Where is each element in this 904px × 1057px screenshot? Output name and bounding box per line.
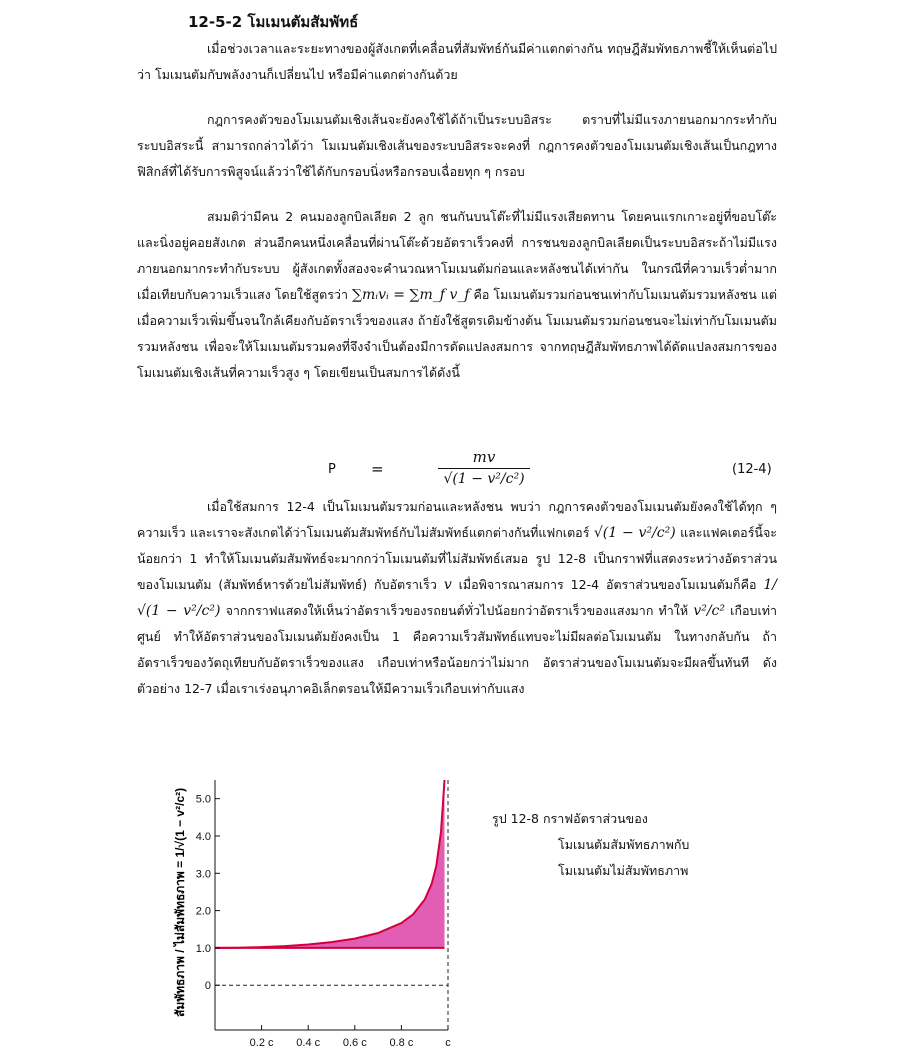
equation-denominator: √(1 − v²/c²)	[443, 471, 525, 487]
momentum-sum-formula: ∑mᵢvᵢ = ∑m_f v_f	[352, 287, 470, 303]
paragraph-analysis	[137, 494, 777, 702]
momentum-ratio-chart	[160, 772, 460, 1055]
section-title: 12-5-2 โมเมนตัมสัมพัทธ์	[188, 13, 359, 31]
x-tick-label: 0.6 c	[342, 1037, 367, 1049]
paragraph-conservation	[137, 107, 777, 185]
equation-equals: =	[371, 460, 384, 478]
v2-over-c2: v²/c²	[693, 603, 726, 619]
y-tick-label: 5.0	[195, 793, 211, 806]
figure-caption	[492, 806, 689, 884]
paragraph-intro	[137, 36, 777, 88]
equation-number: (12-4)	[732, 462, 772, 477]
paragraph-analysis-text-e: เกือบเท่าศูนย์ ทำให้อัตราส่วนของโมเมนตัมยังคงเป็น 1 คือความเร็วสัมพัทธ์แทบจะไม่มีผลต่อโมเมนตัม ในทางกลับกัน ถ้าอัตราเร็วของวัตถุเทียบกับอัตราเร็วของแสง เกือบเท่าหรือน้อยกว่าไม่มาก อัตราส่วนของโมเมนตัมจะมีผลขึ้นทันที ดังตัวอย่าง 12-7 เมื่อเราเร่งอนุภาคอิเล็กตรอนให้มีความเร็วเกือบเท่ากับแสง	[137, 603, 777, 696]
equation-fraction	[438, 448, 530, 487]
y-axis-label: สัมพัทธภาพ / ไม่สัมพัทธภาพ = 1/√(1 − v²/c²)	[173, 787, 187, 1017]
x-tick-label: 0.2 c	[249, 1037, 274, 1049]
velocity-symbol: v	[443, 577, 452, 593]
x-tick-label: 0.4 c	[296, 1037, 321, 1049]
paragraph-billiard-text-b: คือ โมเมนตัมรวมก่อนชนเท่ากับโมเมนตัมรวมหลังชน แต่เมื่อความเร็วเพิ่มขึ้นจนใกล้เคียงกับอัตราเร็วของแสง ถ้ายังใช้สูตรเดิมข้างต้น โมเมนตัมรวมก่อนชนจะไม่เท่ากับโมเมนตัมรวมหลังชน เพื่อจะให้โมเมนตัมรวมคงที่จึงจำเป็นต้องมีการดัดแปลงสมการ จากทฤษฎีสัมพัทธภาพได้ดัดแปลงสมการของโมเมนตัมเชิงเส้นที่ความเร็วสูง ๆ โดยเขียนเป็นสมการได้ดังนี้	[137, 287, 777, 380]
lorentz-factor: √(1 − v²/c²)	[593, 525, 676, 541]
caption-line-2: โมเมนตัมสัมพัทธภาพกับ	[558, 837, 690, 852]
paragraph-analysis-text-c: เมื่อพิจารณาสมการ 12-4 อัตราส่วนของโมเมนตัมก็คือ	[458, 577, 757, 592]
paragraph-billiard	[137, 204, 777, 386]
y-tick-label: 4.0	[195, 830, 211, 843]
paragraph-billiard-text-a: สมมติว่ามีคน 2 คนมองลูกบิลเลียด 2 ลูก ชนกันบนโต๊ะที่ไม่มีแรงเสียดทาน โดยคนแรกเกาะอยู่ที่ขอบโต๊ะและนิ่งอยู่คอยสังเกต ส่วนอีกคนหนึ่งเคลื่อนที่ผ่านโต๊ะด้วยอัตราเร็วคงที่ การชนของลูกบิลเลียดเป็นระบบอิสระถ้าไม่มีแรงภายนอกมากระทำกับระบบ ผู้สังเกตทั้งสองจะคำนวณหาโมเมนตัมก่อนและหลังชนได้เท่ากัน ในกรณีที่ความเร็วต่ำมากเมื่อเทียบกับความเร็วแสง โดยใช้สูตรว่า	[137, 209, 777, 302]
x-tick-label: c	[445, 1037, 451, 1049]
paragraph-intro-text: เมื่อช่วงเวลาและระยะทางของผู้สังเกตที่เคลื่อนที่สัมพัทธ์กันมีค่าแตกต่างกัน ทฤษฎีสัมพัทธภาพชี้ให้เห็นต่อไปว่า โมเมนตัมกับพลังงานก็เปลี่ยนไป หรือมีค่าแตกต่างกันด้วย	[137, 41, 777, 82]
paragraph-conservation-text: กฎการคงตัวของโมเมนตัมเชิงเส้นจะยังคงใช้ได้ถ้าเป็นระบบอิสระ ตราบที่ไม่มีแรงภายนอกมากระทำกับระบบอิสระนี้ สามารถกล่าวได้ว่า โมเมนตัมเชิงเส้นของระบบอิสระจะคงที่ กฎการคงตัวของโมเมนตัมเชิงเส้นเป็นกฎทางฟิสิกส์ที่ได้รับการพิสูจน์แล้วว่าใช้ได้กับกรอบนิ่งหรือกรอบเฉื่อยทุก ๆ กรอบ	[137, 112, 777, 179]
paragraph-analysis-text-b: และแฟคเตอร์นี้จะน้อยกว่า 1 ทำให้โมเมนตัมสัมพัทธ์จะมากกว่าโมเมนตัมที่ไม่สัมพัทธ์เสมอ รูป 12-8 เป็นกราฟที่แสดงระหว่างอัตราส่วนของโมเมนตัม (สัมพัทธ์หารด้วยไม่สัมพัทธ์) กับอัตราเร็ว	[137, 525, 777, 592]
y-tick-label: 2.0	[195, 905, 211, 918]
caption-line-1: รูป 12-8 กราฟอัตราส่วนของ	[492, 811, 648, 826]
y-tick-label: 1.0	[195, 942, 211, 955]
y-tick-label: 3.0	[195, 868, 211, 881]
plot-area	[196, 780, 452, 1049]
y-tick-label: 0	[204, 980, 211, 993]
ratio-area-fill	[215, 780, 445, 948]
equation-12-4	[0, 448, 904, 498]
fraction-bar	[438, 468, 530, 469]
equation-lhs: P	[328, 462, 336, 477]
x-tick-label: 0.8 c	[389, 1037, 414, 1049]
y-axis-label-group	[172, 788, 187, 1017]
paragraph-analysis-text-d: จากกราฟแสดงให้เห็นว่าอัตราเร็วของรถยนต์ทั่วไปน้อยกว่าอัตราเร็วของแสงมาก ทำให้	[225, 603, 689, 618]
momentum-ratio-formula: 1/√(1 − v²/c²)	[137, 577, 778, 619]
equation-numerator: mv	[472, 448, 496, 466]
paragraph-analysis-text-a: เมื่อใช้สมการ 12-4 เป็นโมเมนตัมรวมก่อนและหลังชน พบว่า กฎการคงตัวของโมเมนตัมยังคงใช้ได้ทุก ๆ ความเร็ว และเราจะสังเกตได้ว่าโมเมนตัมสัมพัทธ์กับไม่สัมพัทธ์แตกต่างกันที่แฟกเตอร์	[137, 499, 777, 540]
caption-line-3: โมเมนตัมไม่สัมพัทธภาพ	[558, 863, 689, 878]
